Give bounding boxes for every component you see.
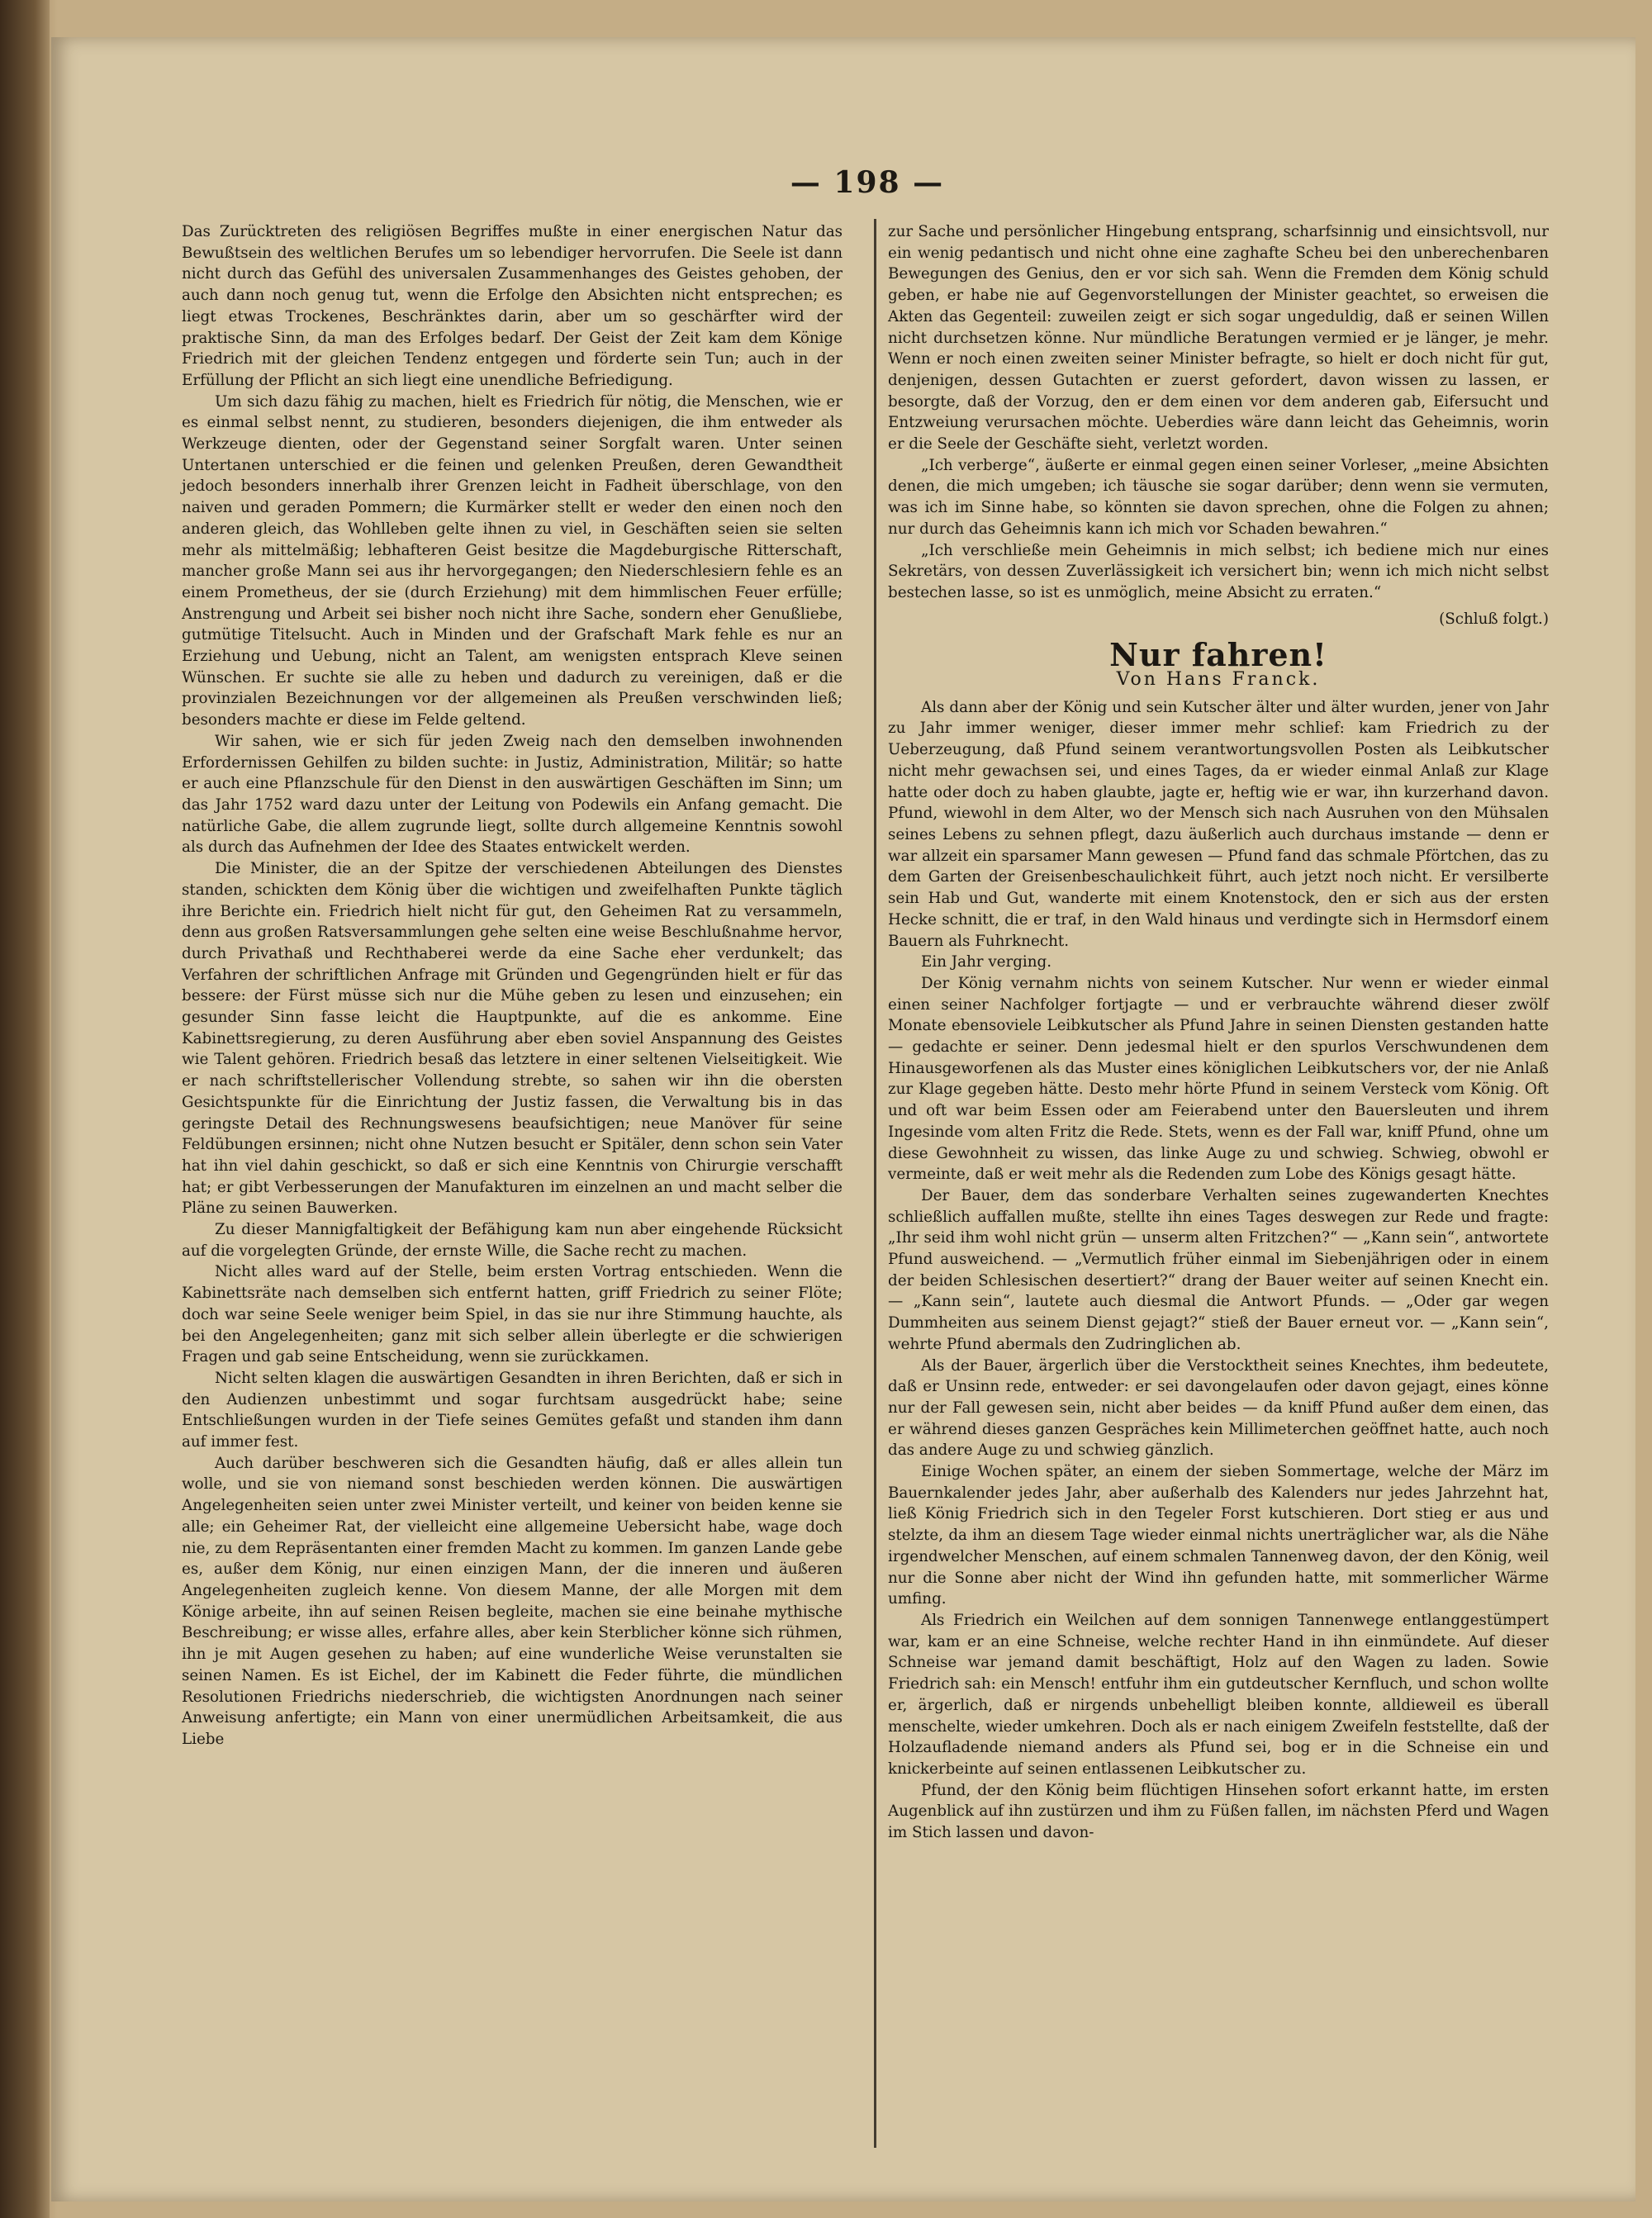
left-paragraph-3: Wir sahen, wie er sich für jeden Zweig nach den demselben inwohnenden Erfordernissen Gehilfen zu bilden suchte: in Justiz, Administration, Militär; so hatte er auch eine Pflanzschule für den Dienst in den auswärtigen Geschäften im Sinn; um das Jahr 1752 ward dazu unter der Leitung von Podewils ein Anfang gemacht. Die natürliche Gabe, die allem zugrunde liegt, sollte durch allgemeine Kenntnis sowohl als durch das Aufnehmen der Idee des Staates entwickelt werden. [182, 732, 843, 857]
left-paragraph-1: Das Zurücktreten des religiösen Begriffes mußte in einer energischen Natur das Bewußtsein des weltlichen Berufes um so lebendiger hervorrufen. Die Seele ist dann nicht durch das Gefühl des universalen Zusammenhanges des Geistes gehoben, der auch dann noch genug tut, wenn die Erfolge den Absichten nicht entsprechen; es liegt etwas Trockenes, Beschränktes darin, aber um so geschärfter wird der praktische Sinn, da man des Erfolges bedarf. Der Geist der Zeit kam dem Könige Friedrich mit der gleichen Tendenz entgegen und förderte sein Tun; auch in der Erfüllung der Pflicht an sich liegt eine unendliche Befriedigung. [182, 223, 843, 389]
article-title: Nur fahren! [1109, 636, 1327, 674]
left-paragraph-7: Nicht selten klagen die auswärtigen Gesandten in ihren Berichten, daß er sich in den Audienzen unbestimmt und sogar furchtsam ausgedrückt habe; seine Entschließungen wurden in der Tiefe seines Gemütes gefaßt und standen ihm dann auf immer fest. [182, 1369, 843, 1451]
article-paragraph-2: Ein Jahr verging. [921, 953, 1052, 971]
article-paragraph-7: Als Friedrich ein Weilchen auf dem sonnigen Tannenwege entlanggestümpert war, kam er an eine Schneise, welche rechter Hand in ihn einmündete. Auf dieser Schneise war jemand damit beschäftigt, Holz auf den Wagen zu laden. Sowie Friedrich sah: ein Mensch! entfuhr ihm ein gutdeutscher Kernfluch, und schon wollte er, ärgerlich, daß er nirgends unbehelligt bleiben konnte, alldieweil es überall menschelte, wieder umkehren. Doch als er nach einigem Zweifeln feststellte, daß der Holzaufladende niemand anders als Pfund sei, bog er in die Schneise ein und knickerbeinte auf seinen entlassenen Leibkutscher zu. [888, 1612, 1549, 1778]
right-continuation-1: zur Sache und persönlicher Hingebung entsprang, scharfsinnig und einsichtsvoll, nur ein wenig pedantisch und nicht ohne eine zaghafte Scheu bei den unberechenbaren Bewegungen des Genius, den er vor sich sah. Wenn die Fremden dem König schuld geben, er habe nie auf Gegenvorstellungen der Minister geachtet, so erweisen die Akten das Gegenteil: zuweilen zeigt er sich sogar ungeduldig, daß er seinen Willen nicht durchsetzen könne. Nur mündliche Beratungen vermied er je länger, je mehr. Wenn er noch einen zweiten seiner Minister befragte, so hielt er doch nicht für gut, denjenigen, dessen Gutachten er zuerst gefordert, davon wissen zu lassen, er besorgte, daß der Vorzug, den er dem einen vor dem anderen gab, Eifersucht und Entzweiung verursachen möchte. Ueberdies wäre dann leicht das Geheimnis, worin er die Seele der Geschäfte sieht, verletzt worden. [888, 223, 1549, 454]
left-paragraph-5: Zu dieser Mannigfaltigkeit der Befähigung kam nun aber eingehende Rücksicht auf die vorgelegten Gründe, der ernste Wille, die Sache recht zu machen. [182, 1221, 843, 1260]
right-continuation-2: „Ich verberge“, äußerte er einmal gegen einen seiner Vorleser, „meine Absichten denen, die mich umgeben; ich täusche sie sogar darüber; denn wenn sie vermuten, was ich im Sinne habe, so könnten sie davon sprechen, ohne die Folgen zu ahnen; nur durch das Geheimnis kann ich mich vor Schaden bewahren.“ [888, 456, 1549, 538]
left-paragraph-2: Um sich dazu fähig zu machen, hielt es Friedrich für nötig, die Menschen, wie er es einmal selbst nennt, zu studieren, besonders diejenigen, die ihm entweder als Werkzeuge dienten, oder der Gegenstand seiner Sorgfalt waren. Unter seinen Untertanen unterschied er die feinen und gelenken Preußen, deren Gewandtheit jedoch besonders innerhalb ihrer Grenzen leicht in Fadheit überschlage, von den naiven und geraden Pommern; die Kurmärker stellt er weder den einen noch den anderen gleich, das Wohlleben gelte ihnen zu viel, in Geschäften seien sie selten mehr als mittelmäßig; lebhafteren Geist besitze die Magdeburgische Ritterschaft, mancher große Mann sei aus ihr hervorgegangen; den Niederschlesiern fehle es an einem Prometheus, der sie (durch Erziehung) mit dem himmlischen Feuer erfülle; Anstrengung und Arbeit sei bisher noch nicht ihre Sache, sondern eher Genußliebe, gutmütige Titelsucht. Auch in Minden und der Grafschaft Mark fehle es nur an Erziehung und Uebung, nicht an Talent, am wenigsten entsprach Kleve seinen Wünschen. Er suchte sie alle zu heben und dadurch zu vereinigen, daß er die provinzialen Bezeichnungen vor der allgemeinen als Preußen verschwinden ließ; besonders machte er diese im Felde geltend. [182, 392, 843, 729]
left-paragraph-4: Die Minister, die an der Spitze der verschiedenen Abteilungen des Dienstes standen, schickten dem König über die wichtigen und zweifelhaften Punkte täglich ihre Berichte ein. Friedrich hielt nicht für gut, den Geheimen Rat zu versammeln, denn aus großen Ratsversammlungen gehe selten eine weise Beschlußnahme hervor, durch Privathaß und Rechthaberei werde da eine Sache eher verdunkelt; das Verfahren der schriftlichen Anfrage mit Gründen und Gegengründen hielt er für das bessere: der Fürst müsse sich nur die Mühe geben zu lesen und einzusehen; ein gesunder Sinn fasse leicht die Hauptpunkte, auf die es ankomme. Eine Kabinettsregierung, zu deren Ausführung aber eben soviel Anspannung des Geistes wie Talent gehören. Friedrich besaß das letztere in einer seltenen Vielseitigkeit. Wie er nach schriftstellerischer Vollendung strebte, so sahen wir ihn die obersten Gesichtspunkte für die Einrichtung der Justiz fassen, die Verwaltung bis in das geringste Detail des Rechnungswesens beaufsichtigen; neue Manöver für seine Feldübungen ersinnen; nicht ohne Nutzen besucht er Spitäler, denn schon sein Vater hat ihn viel dahin geschickt, so daß er sich eine Kenntnis von Chirurgie verschafft hat; er gibt Verbesserungen der Manufakturen im einzelnen an und macht selber die Pläne zu seinen Bauwerken. [182, 860, 843, 1218]
article-byline: Von Hans Franck. [1116, 669, 1321, 691]
page-number: — 198 — [790, 165, 945, 200]
left-paragraph-6: Nicht alles ward auf der Stelle, beim ersten Vortrag entschieden. Wenn die Kabinettsräte nach demselben sich entfernt hatten, griff Friedrich zu seiner Flöte; doch war seine Seele weniger beim Spiel, in das sie nur ihre Stimmung hauchte, als bei den Angelegenheiten; ganz mit sich selber allein überlegte er die schwierigen Fragen und gab seine Entscheidung, wenn sie zurückkamen. [182, 1263, 843, 1366]
article-paragraph-4: Der Bauer, dem das sonderbare Verhalten seines zugewanderten Knechtes schließlich auffallen mußte, stellte ihn eines Tages deswegen zur Rede und fragte: „Ihr seid ihm wohl nicht grün — unserm alten Fritzchen?“ — „Kann sein“, antwortete Pfund ausweichend. — „Vermutlich früher einmal im Siebenjährigen oder in einem der beiden Schlesischen desertiert?“ drang der Bauer weiter auf seinen Knecht ein. — „Kann sein“, lautete auch diesmal die Antwort Pfunds. — „Oder gar wegen Dummheiten aus seinem Dienst gejagt?“ stieß der Bauer erneut vor. — „Kann sein“, wehrte Pfund abermals den Zudringlichen ab. [888, 1186, 1549, 1353]
right-continuation-3: „Ich verschließe mein Geheimnis in mich selbst; ich bediene mich nur eines Sekretärs, von dessen Zuverlässigkeit ich versichert bin; wenn ich mich nicht selbst bestechen lasse, so ist es unmöglich, meine Absicht zu erraten.“ [888, 541, 1549, 601]
book-spine [0, 0, 50, 2218]
article-paragraph-8: Pfund, der den König beim flüchtigen Hinsehen sofort erkannt hatte, im ersten Augenblick auf ihn zustürzen und ihm zu Füßen fallen, im nächsten Pferd und Wagen im Stich lassen und davon- [888, 1781, 1549, 1842]
left-paragraph-8: Auch darüber beschweren sich die Gesandten häufig, daß er alles allein tun wolle, und sie von niemand sonst beschieden werden können. Die auswärtigen Angelegenheiten seien unter zwei Minister verteilt, und keiner von beiden kenne sie alle; ein Geheimer Rat, der vielleicht eine allgemeine Uebersicht habe, wage doch nie, zu dem Repräsentanten einer fremden Macht zu kommen. Im ganzen Lande gebe es, außer dem König, nur einen einzigen Mann, der die inneren und äußeren Angelegenheiten zugleich kenne. Von diesem Manne, der alle Morgen mit dem Könige arbeite, ihn auf seinen Reisen begleite, machen sie eine beinahe mythische Beschreibung; er wisse alles, erfahre alles, aber kein Sterblicher könne sich rühmen, ihn je mit Augen gesehen zu haben; auf eine wunderliche Weise verunstalten sie seinen Namen. Es ist Eichel, der im Kabinett die Feder führte, die mündlichen Resolutionen Friedrichs niederschrieb, die wichtigsten Anordnungen nach seiner Anweisung anfertigte; ein Mann von einer unermüdlichen Arbeitsamkeit, die aus Liebe [182, 1454, 843, 1748]
article-paragraph-3: Der König vernahm nichts von seinem Kutscher. Nur wenn er wieder einmal einen seiner Nachfolger fortjagte — und er verbrauchte während dieser zwölf Monate ebensoviele Leibkutscher als Pfund Jahre in seinen Diensten gestanden hatte — gedachte er seiner. Denn jedesmal hielt er den spurlos Verschwundenen dem Hinausgeworfenen als das Muster eines königlichen Leibkutschers vor, der nie Anlaß zur Klage gegeben hätte. Desto mehr hörte Pfund in seinem Versteck vom König. Oft und oft war beim Essen oder am Feierabend unter den Bauersleuten und ihrem Ingesinde vom alten Fritz die Rede. Stets, wenn es der Fall war, kniff Pfund, ohne um diese Gewohnheit zu wissen, das linke Auge zu und schwieg. Schwieg, obwohl er vermeinte, daß er weit mehr als die Redenden zum Lobe des Königs gesagt hätte. [888, 974, 1549, 1184]
article-paragraph-6: Einige Wochen später, an einem der sieben Sommertage, welche der März im Bauernkalender jedes Jahr, aber außerhalb des Kalenders nur jedes Jahrzehnt hat, ließ König Friedrich sich in den Tegeler Forst kutschieren. Dort stieg er aus und stelzte, da ihm an diesem Tage wieder einmal nichts unerträglicher war, als die Nähe irgendwelcher Menschen, auf einem schmalen Tannenweg davon, der den König, weil nur die Sonne aber nicht der Wind ihn gefunden hatte, mit sommerlicher Wärme umfing. [888, 1463, 1549, 1608]
article-paragraph-1: Als dann aber der König und sein Kutscher älter und älter wurden, jener von Jahr zu Jahr immer weniger, dieser immer mehr schlief: kam Friedrich zu der Ueberzeugung, daß Pfund seinem verantwortungsvollen Posten als Leibkutscher nicht mehr gewachsen sei, und eines Tages, da er wieder einmal Anlaß zur Klage hatte oder doch zu haben glaubte, jagte er, heftig wie er war, ihn kurzerhand davon. Pfund, wiewohl in dem Alter, wo der Mensch sich nach Ausruhen von den Mühsalen seines Lebens zu sehnen pflegt, dazu äußerlich auch durchaus imstande — denn er war allzeit ein sparsamer Mann gewesen — Pfund fand das schmale Pförtchen, das zu dem Garten der Greisenbeschaulichkeit führt, auch jetzt noch nicht. Er versilberte sein Hab und Gut, wanderte mit einem Knotenstock, den er sich aus der ersten Hecke schnitt, die er traf, in den Wald hinaus und verdingte sich in Hermsdorf einem Bauern als Fuhrknecht. [888, 698, 1549, 950]
left-column [182, 221, 843, 1750]
continuation-note: (Schluß folgt.) [1439, 610, 1549, 628]
article-paragraph-5: Als der Bauer, ärgerlich über die Verstocktheit seines Knechtes, ihm bedeutete, daß er Unsinn rede, entweder: er sei davongelaufen oder davon gejagt, eines könne nur der Fall gewesen sein, nicht aber beides — da kniff Pfund außer dem einen, das er während dieses ganzen Gespräches kein Millimeterchen geöffnet hatte, auch noch das andere Auge zu und schwieg gänzlich. [888, 1356, 1549, 1460]
column-divider [874, 219, 876, 2148]
right-column [888, 221, 1549, 1844]
